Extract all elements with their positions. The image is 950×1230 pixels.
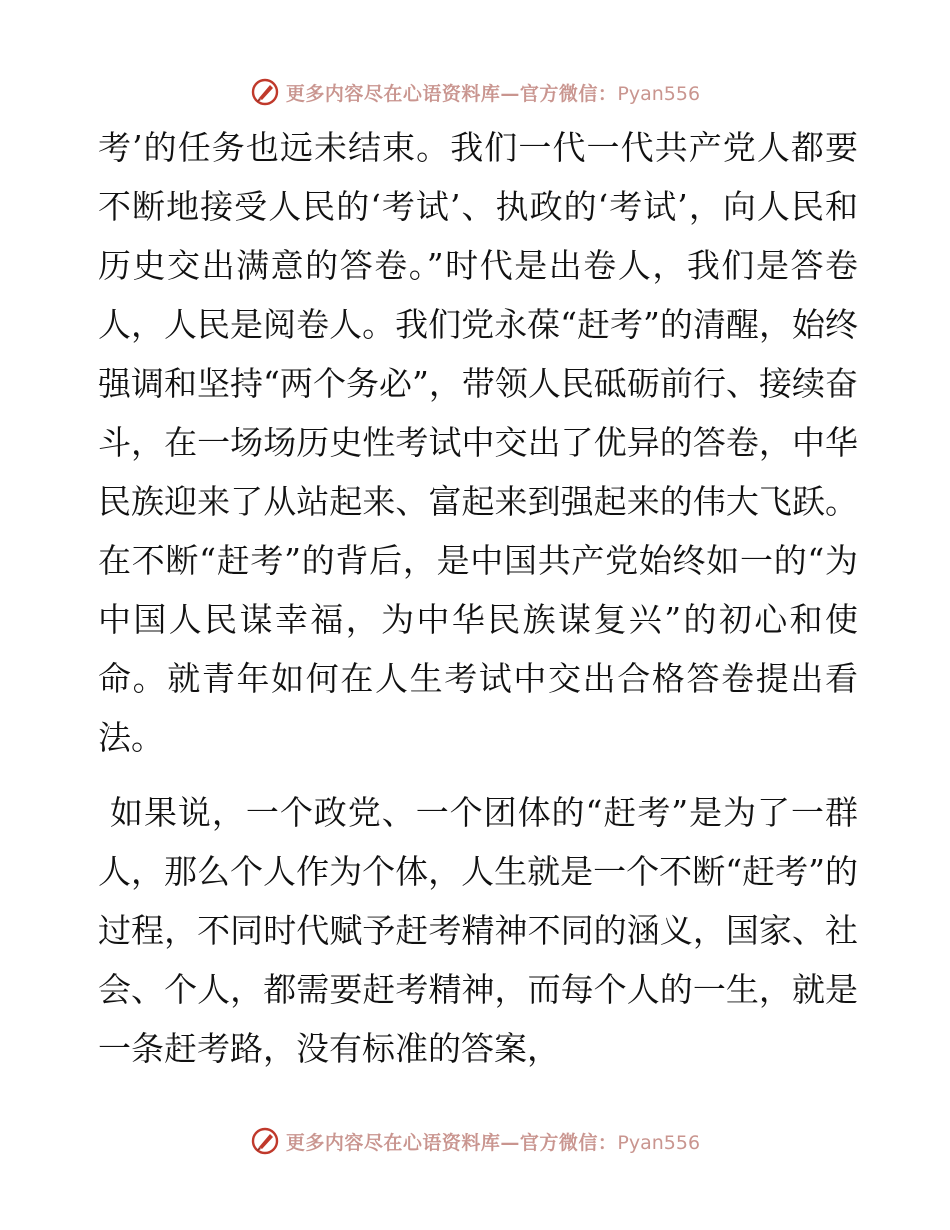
watermark-text: 更多内容尽在心语资料库—官方微信：Pyan556	[285, 82, 701, 105]
document-body	[98, 118, 858, 1078]
watermark-text: 更多内容尽在心语资料库—官方微信：Pyan556	[285, 1131, 701, 1154]
paragraph: 考’的任务也远未结束。我们一代一代共产党人都要不断地接受人民的‘考试’、执政的‘考试’，向人民和历史交出满意的答卷。”时代是出卷人，我们是答卷人，人民是阅卷人。我们党永葆“赶考”的清醒，始终强调和坚持“两个务必”，带领人民砥砺前行、接续奋斗，在一场场历史性考试中交出了优异的答卷，中华民族迎来了从站起来、富起来到强起来的伟大飞跃。在不断“赶考”的背后，是中国共产党始终如一的“为中国人民谋幸福，为中华民族谋复兴”的初心和使命。就青年如何在人生考试中交出合格答卷提出看法。	[98, 128, 858, 757]
pen-logo-icon	[250, 1126, 280, 1156]
paragraph: 如果说，一个政党、一个团体的“赶考”是为了一群人，那么个人作为个体，人生就是一个不断“赶考”的过程，不同时代赋予赶考精神不同的涵义，国家、社会、个人，都需要赶考精神，而每个人的一生，就是一条赶考路，没有标准的答案，	[98, 793, 858, 1068]
footer-watermark	[0, 1121, 950, 1161]
pen-logo-icon	[250, 77, 280, 107]
header-watermark	[0, 72, 950, 112]
